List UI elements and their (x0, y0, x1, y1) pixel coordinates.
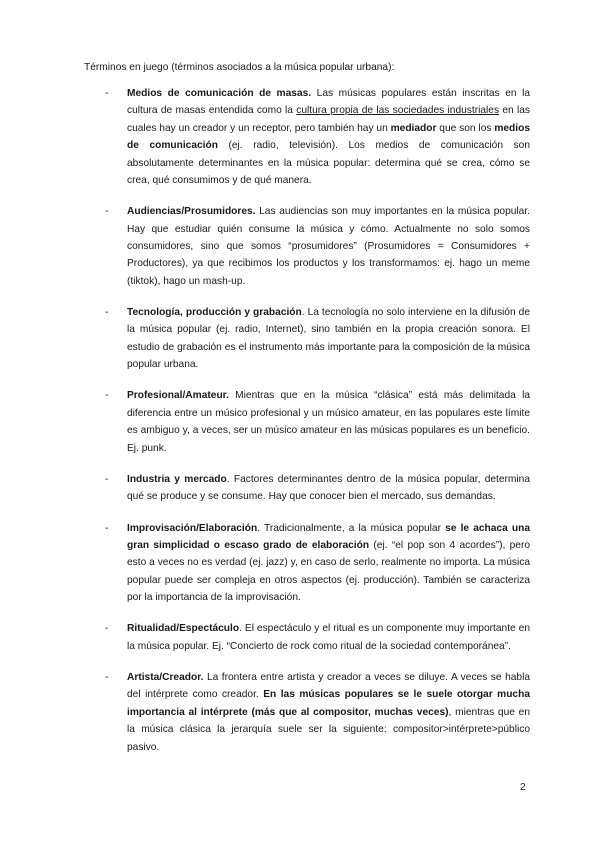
list-item-industria (84, 471, 530, 506)
item-text: Industria y mercado. Factores determinantes dentro de la música popular, determina qué se produce y se consume. Hay que conocer bien el mercado, sus demandas. (127, 473, 531, 503)
bullet-dash: - (105, 307, 109, 319)
bullet-dash: - (105, 390, 109, 402)
item-title: Medios de comunicación de masas. (127, 88, 312, 99)
item-title: Profesional/Amateur. (127, 390, 229, 402)
item-title: Improvisación/Elaboración (127, 522, 258, 534)
item-text: Ritualidad/Espectáculo. El espectáculo y el ritual es un componente muy importante en la música popular. Ej. “Concierto de rock como ritual de la sociedad contemporánea”. (127, 623, 530, 652)
item-title: Ritualidad/Espectáculo (127, 623, 240, 635)
bullet-dash: - (105, 671, 109, 683)
item-text: Audiencias/Prosumidores. Las audiencias son muy importantes en la música popular. Hay que estudiar quién consume la música y cómo. Actualmente no solo somos consumidores, sino que somos “prosumidores” (Prosumidores = Consumidores + Productores), ya que recibimos los productos y los transformamos: ej. hago un meme (tiktok), hago un mash-up. (127, 206, 530, 287)
bullet-dash: - (105, 88, 109, 99)
bullet-dash: - (105, 473, 109, 485)
item-title: Audiencias/Prosumidores. (127, 206, 256, 218)
terms-list (84, 85, 530, 770)
item-text: Tecnología, producción y grabación. La tecnología no solo interviene en la difusión de la música popular (ej. radio, Internet), sino también en la propia creación sonora. El estudio de grabación es el instrumento más importante para la composición de la música popular urbana. (127, 307, 530, 371)
bullet-dash: - (105, 206, 109, 218)
list-item-artista (84, 669, 530, 756)
list-item-improvisacion (84, 520, 530, 607)
bullet-dash: - (105, 522, 109, 534)
list-item-medios (84, 85, 530, 189)
item-text: Medios de comunicación de masas. Las músicas populares están inscritas en la cultura de masas entendida como la cultura propia de las sociedades industriales en las cuales hay un creador y un receptor, pero también hay un mediador que son los medios de comunicación (ej. radio, televisión). Los medios de comunicación son absolutamente determinantes en la música popular: determina qué se crea, cómo se crea, qué consumimos y de qué manera. (127, 88, 531, 187)
bullet-dash: - (105, 623, 109, 635)
item-text: Artista/Creador. La frontera entre artista y creador a veces se diluye. A veces se habla del intérprete como creador. En las músicas populares se le suele otorgar mucha importancia al intérprete (más que al compositor, muchas veces), mientras que en la música clásica la jerarquía suele ser la siguiente: compositor>intérprete>público pasivo. (127, 671, 530, 753)
list-item-ritualidad (84, 620, 530, 655)
page-number: 2 (520, 782, 526, 793)
intro-line: Términos en juego (términos asociados a la música popular urbana): (84, 62, 395, 73)
item-title: Artista/Creador. (127, 671, 204, 683)
list-item-profesional (84, 387, 530, 457)
list-item-tecnologia (84, 304, 530, 374)
list-item-audiencias (84, 203, 530, 290)
item-title: Tecnología, producción y grabación (127, 307, 302, 319)
item-text: Improvisación/Elaboración. Tradicionalmente, a la música popular se le achaca una gran simplicidad o escaso grado de elaboración (ej. “el pop son 4 acordes”), pero esto a veces no es verdad (ej. jazz) y, en caso de serlo, realmente no importa. La música popular puede ser compleja en otros aspectos (ej. producción). También se caracteriza por la importancia de la improvisación. (127, 522, 531, 604)
item-text: Profesional/Amateur. Mientras que en la música “clásica” está más delimitada la diferencia entre un músico profesional y un músico amateur, en las populares este límite es ambiguo y, a veces, ser un músico amateur en las músicas populares es un beneficio. Ej. punk. (127, 390, 530, 454)
underlined-phrase: cultura propia de las sociedades industriales (296, 105, 500, 117)
item-title: Industria y mercado (127, 473, 227, 485)
